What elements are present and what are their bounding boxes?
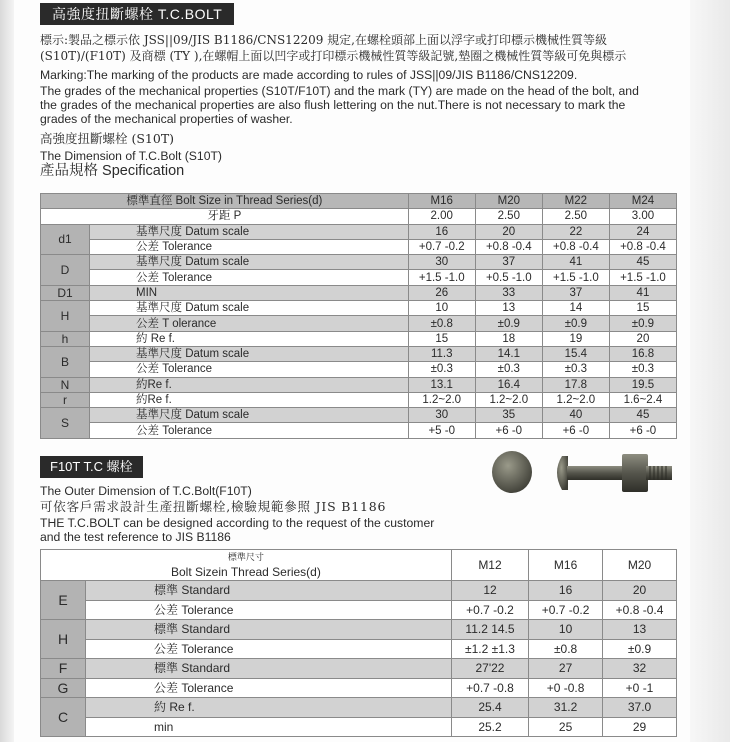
table1-cell: 33 xyxy=(475,285,542,300)
table1-cell: +0.8 -0.4 xyxy=(475,239,542,254)
table1-row-label: 基準尺度 Datum scale xyxy=(90,301,409,316)
table1-cell: +1.5 -1.0 xyxy=(408,270,475,285)
table1-cell: 15 xyxy=(408,331,475,346)
table2-cell: 10 xyxy=(529,620,603,640)
table1-size-m22: M22 xyxy=(542,194,609,209)
f10t-dimension-table xyxy=(40,549,677,737)
table1-pitch-label: 牙距 P xyxy=(41,209,409,224)
outer-zh-line: 可依客戶需求設計生產扭斷螺栓,檢驗規範參照 JIS B1186 xyxy=(40,499,387,514)
section-banner-f10t: F10T T.C 螺栓 xyxy=(40,456,143,478)
table1-cell: +1.5 -1.0 xyxy=(609,270,676,285)
table1-cell: ±0.3 xyxy=(408,362,475,377)
table1-cell: 17.8 xyxy=(542,377,609,392)
page-edge-left xyxy=(0,0,14,742)
table2-row-label: 標準 Standard xyxy=(86,620,452,640)
table2-header-en: Bolt Sizein Thread Series(d) xyxy=(171,565,321,579)
table1-row-label: 公差 Tolerance xyxy=(90,423,409,438)
table1-pitch-value: 2.50 xyxy=(475,209,542,224)
table1-symbol-h: H xyxy=(41,301,90,332)
table1-cell: 14 xyxy=(542,301,609,316)
table1-cell: 20 xyxy=(475,224,542,239)
table1-row-label: 公差 Tolerance xyxy=(90,239,409,254)
table1-row-label: 公差 T olerance xyxy=(90,316,409,331)
table1-cell: +1.5 -1.0 xyxy=(542,270,609,285)
table1-cell: 1.2~2.0 xyxy=(408,392,475,407)
table2-cell: 20 xyxy=(603,581,677,601)
table2-cell: +0.8 -0.4 xyxy=(603,600,677,620)
table1-row-label: 基準尺度 Datum scale xyxy=(90,224,409,239)
table2-size-m20: M20 xyxy=(603,550,677,581)
table1-cell: 40 xyxy=(542,408,609,423)
table2-row-label: 約 Re f. xyxy=(86,698,452,718)
table1-cell: 13.1 xyxy=(408,377,475,392)
intro-en-line3: the grades of the mechanical properties are also flush lettering on the nut.There is not necessary to mark the xyxy=(40,98,626,112)
table1-cell: 26 xyxy=(408,285,475,300)
table2-symbol-g: G xyxy=(41,678,86,698)
table1-cell: ±0.9 xyxy=(475,316,542,331)
table1-symbol-n: N xyxy=(41,377,90,392)
table1-row-label: 公差 Tolerance xyxy=(90,270,409,285)
table1-cell: +6 -0 xyxy=(542,423,609,438)
table1-size-m20: M20 xyxy=(475,194,542,209)
table1-pitch-value: 2.00 xyxy=(408,209,475,224)
page-edge-right xyxy=(690,0,730,742)
table2-cell: +0.7 -0.8 xyxy=(451,678,528,698)
table2-cell: 12 xyxy=(451,581,528,601)
table1-row-label: 公差 Tolerance xyxy=(90,362,409,377)
s10t-dimension-table xyxy=(40,193,677,439)
table1-row-label: 約 Re f. xyxy=(90,331,409,346)
table1-cell: +5 -0 xyxy=(408,423,475,438)
table2-cell: 27'22 xyxy=(451,659,528,679)
outer-dimension-title: The Outer Dimension of T.C.Bolt(F10T) xyxy=(40,484,252,498)
table2-cell: 37.0 xyxy=(603,698,677,718)
table2-symbol-h: H xyxy=(41,620,86,659)
table2-cell: 31.2 xyxy=(529,698,603,718)
table1-cell: 18 xyxy=(475,331,542,346)
table1-pitch-value: 2.50 xyxy=(542,209,609,224)
table1-cell: 19 xyxy=(542,331,609,346)
table1-cell: ±0.9 xyxy=(542,316,609,331)
table1-row-label: 約Re f. xyxy=(90,392,409,407)
table1-cell: 20 xyxy=(609,331,676,346)
table1-cell: 1.6~2.4 xyxy=(609,392,676,407)
table1-cell: 16.8 xyxy=(609,346,676,361)
dimension-title-en: The Dimension of T.C.Bolt (S10T) xyxy=(40,149,222,163)
table2-row-label: 公差 Tolerance xyxy=(86,678,452,698)
table2-cell: ±1.2 ±1.3 xyxy=(451,639,528,659)
table1-cell: ±0.3 xyxy=(609,362,676,377)
table2-cell: 16 xyxy=(529,581,603,601)
table1-cell: 24 xyxy=(609,224,676,239)
table1-row-label: 基準尺度 Datum scale xyxy=(90,255,409,270)
table1-cell: 15 xyxy=(609,301,676,316)
table1-cell: +0.7 -0.2 xyxy=(408,239,475,254)
table2-symbol-c: C xyxy=(41,698,86,737)
table1-cell: 15.4 xyxy=(542,346,609,361)
table1-cell: 41 xyxy=(542,255,609,270)
table1-cell: 10 xyxy=(408,301,475,316)
table1-cell: 19.5 xyxy=(609,377,676,392)
table2-header-zh: 標準尺寸 xyxy=(227,552,264,562)
table2-size-m16: M16 xyxy=(529,550,603,581)
table1-cell: 13 xyxy=(475,301,542,316)
table2-cell: +0 -0.8 xyxy=(529,678,603,698)
table1-cell: +0.5 -1.0 xyxy=(475,270,542,285)
table1-cell: 41 xyxy=(609,285,676,300)
table2-size-m12: M12 xyxy=(451,550,528,581)
table1-symbol-d1: d1 xyxy=(41,224,90,255)
table1-cell: +0.8 -0.4 xyxy=(609,239,676,254)
table1-cell: +6 -0 xyxy=(475,423,542,438)
table1-symbol-h: h xyxy=(41,331,90,346)
table1-cell: 30 xyxy=(408,408,475,423)
table2-row-label: 公差 Tolerance xyxy=(86,639,452,659)
table1-cell: 16.4 xyxy=(475,377,542,392)
table2-cell: 11.2 14.5 xyxy=(451,620,528,640)
table1-cell: 37 xyxy=(542,285,609,300)
table1-cell: +0.8 -0.4 xyxy=(542,239,609,254)
table2-cell: 25.4 xyxy=(451,698,528,718)
specification-title: 產品規格 Specification xyxy=(40,163,185,179)
table1-row-label: 基準尺度 Datum scale xyxy=(90,346,409,361)
table1-cell: ±0.3 xyxy=(475,362,542,377)
table1-cell: 1.2~2.0 xyxy=(542,392,609,407)
table1-symbol-d: D xyxy=(41,255,90,286)
table1-cell: +6 -0 xyxy=(609,423,676,438)
table2-row-label: 標準 Standard xyxy=(86,659,452,679)
dimension-title-zh: 高強度扭斷螺栓 (S10T) xyxy=(40,131,175,146)
table2-symbol-f: F xyxy=(41,659,86,679)
tc-bolt-image xyxy=(488,446,678,500)
table1-symbol-r: r xyxy=(41,392,90,407)
intro-en-line2: The grades of the mechanical properties (S10T/F10T) and the mark (TY) are made on the head of the bolt, and xyxy=(40,84,639,98)
table2-header xyxy=(41,550,452,581)
section-banner-tc-bolt: 高強度扭斷螺栓 T.C.BOLT xyxy=(40,3,234,25)
table2-cell: +0.7 -0.2 xyxy=(529,600,603,620)
table1-row-label: 約Re f. xyxy=(90,377,409,392)
table1-cell: ±0.3 xyxy=(542,362,609,377)
table2-cell: 29 xyxy=(603,717,677,737)
table1-header-label: 標準直徑 Bolt Size in Thread Series(d) xyxy=(41,194,409,209)
table2-cell: ±0.8 xyxy=(529,639,603,659)
table1-cell: 1.2~2.0 xyxy=(475,392,542,407)
table1-symbol-b: B xyxy=(41,346,90,377)
table1-cell: 16 xyxy=(408,224,475,239)
table1-cell: 37 xyxy=(475,255,542,270)
table1-symbol-s: S xyxy=(41,408,90,439)
table2-row-label: 公差 Tolerance xyxy=(86,600,452,620)
table2-cell: 13 xyxy=(603,620,677,640)
table1-cell: ±0.8 xyxy=(408,316,475,331)
table2-cell: +0.7 -0.2 xyxy=(451,600,528,620)
table1-row-label: MIN xyxy=(90,285,409,300)
table2-symbol-e: E xyxy=(41,581,86,620)
table1-size-m16: M16 xyxy=(408,194,475,209)
table2-cell: 25.2 xyxy=(451,717,528,737)
table1-cell: 45 xyxy=(609,408,676,423)
table1-cell: 45 xyxy=(609,255,676,270)
table1-cell: 22 xyxy=(542,224,609,239)
table2-cell: ±0.9 xyxy=(603,639,677,659)
table1-pitch-value: 3.00 xyxy=(609,209,676,224)
outer-en-line3: and the test reference to JIS B1186 xyxy=(40,530,231,544)
intro-en-line4: grades of the mechanical properties of washer. xyxy=(40,112,293,126)
table2-cell: 32 xyxy=(603,659,677,679)
table1-symbol-d1: D1 xyxy=(41,285,90,300)
table2-cell: 25 xyxy=(529,717,603,737)
table2-row-label: 標準 Standard xyxy=(86,581,452,601)
table1-cell: 35 xyxy=(475,408,542,423)
table1-row-label: 基準尺度 Datum scale xyxy=(90,408,409,423)
intro-zh-line1: 標示:製品之標示依 JSS||09/JIS B1186/CNS12209 規定,在螺栓頭部上面以浮字或打印標示機械性質等級 xyxy=(40,33,607,47)
intro-en-line1: Marking:The marking of the products are made according to rules of JSS||09/JIS B1186/CNS12209. xyxy=(40,68,578,82)
outer-en-line2: THE T.C.BOLT can be designed according to the request of the customer xyxy=(40,516,435,530)
table1-size-m24: M24 xyxy=(609,194,676,209)
table2-row-label: min xyxy=(86,717,452,737)
table1-cell: 30 xyxy=(408,255,475,270)
intro-zh-line2: (S10T)/(F10T) 及商標 (TY ),在螺帽上面以凹字或打印標示機械性質等級記號,墊圈之機械性質等級可免與標示 xyxy=(40,49,627,63)
table1-cell: ±0.9 xyxy=(609,316,676,331)
table2-cell: 27 xyxy=(529,659,603,679)
table2-cell: +0 -1 xyxy=(603,678,677,698)
table1-cell: 11.3 xyxy=(408,346,475,361)
table1-cell: 14.1 xyxy=(475,346,542,361)
